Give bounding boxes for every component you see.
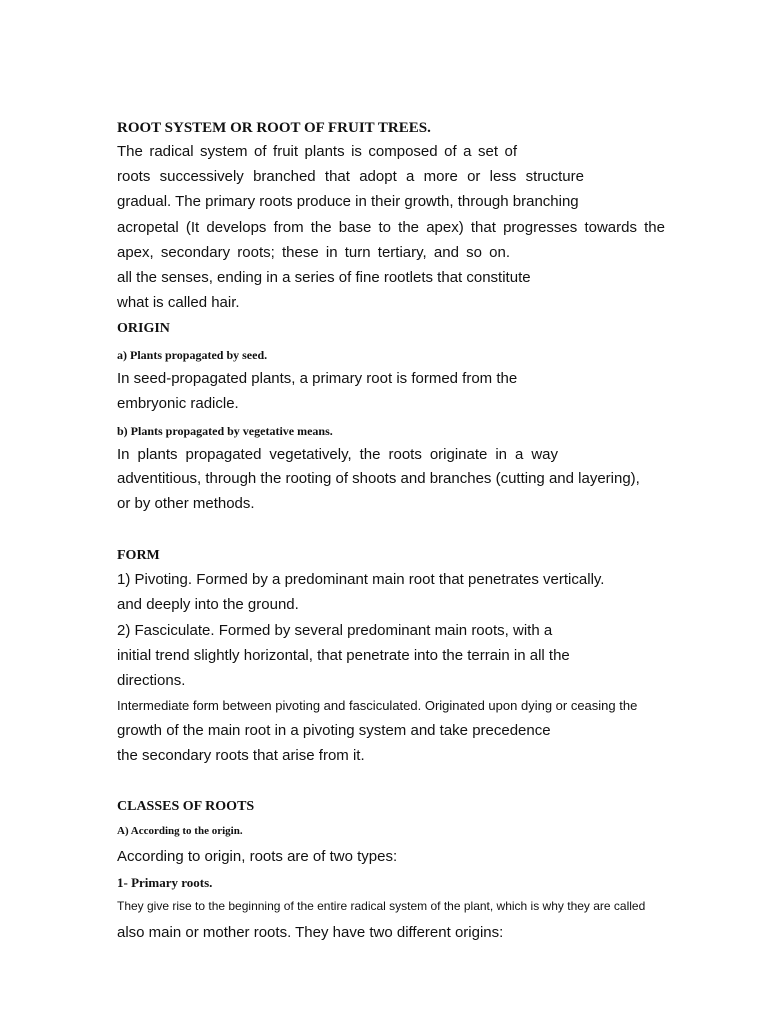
subheading-seed: a) Plants propagated by seed. (117, 348, 268, 362)
subheading-according-origin: A) According to the origin. (117, 825, 243, 837)
paragraph-line: 2) Fasciculate. Formed by several predominant main roots, with a (117, 622, 553, 639)
title-root-system: ROOT SYSTEM OR ROOT OF FRUIT TREES. (117, 120, 431, 136)
paragraph-line: According to origin, roots are of two types: (117, 848, 398, 865)
paragraph-line: The radical system of fruit plants is composed of a set of (117, 143, 517, 160)
paragraph-line: apex, secondary roots; these in turn tertiary, and so on. (117, 244, 510, 261)
paragraph-line: roots successively branched that adopt a more or less structure (117, 168, 584, 185)
paragraph-line: gradual. The primary roots produce in their growth, through branching (117, 193, 579, 210)
paragraph-line: They give rise to the beginning of the entire radical system of the plant, which is why they are called (117, 899, 646, 913)
paragraph-line: or by other methods. (117, 495, 255, 512)
paragraph-line: Intermediate form between pivoting and fasciculated. Originated upon dying or ceasing the (117, 698, 638, 713)
heading-origin: ORIGIN (117, 321, 170, 336)
paragraph-line: acropetal (It develops from the base to the apex) that progresses towards the (117, 219, 665, 236)
paragraph-line: initial trend slightly horizontal, that penetrate into the terrain in all the (117, 647, 570, 664)
heading-classes-of-roots: CLASSES OF ROOTS (117, 799, 255, 814)
paragraph-line: In seed-propagated plants, a primary root is formed from the (117, 370, 518, 387)
subheading-primary-roots: 1- Primary roots. (117, 875, 213, 890)
paragraph-line: and deeply into the ground. (117, 596, 299, 613)
paragraph-line: also main or mother roots. They have two different origins: (117, 924, 504, 941)
paragraph-line: directions. (117, 672, 186, 689)
heading-form: FORM (117, 548, 160, 563)
paragraph-line: In plants propagated vegetatively, the roots originate in a way (117, 446, 558, 463)
paragraph-line: growth of the main root in a pivoting system and take precedence (117, 722, 551, 739)
paragraph-line: embryonic radicle. (117, 395, 239, 412)
paragraph-line: 1) Pivoting. Formed by a predominant main root that penetrates vertically. (117, 571, 605, 588)
paragraph-line: the secondary roots that arise from it. (117, 747, 365, 764)
paragraph-line: adventitious, through the rooting of shoots and branches (cutting and layering), (117, 470, 640, 487)
subheading-vegetative: b) Plants propagated by vegetative means. (117, 424, 333, 438)
paragraph-line: what is called hair. (117, 294, 240, 311)
paragraph-line: all the senses, ending in a series of fine rootlets that constitute (117, 269, 531, 286)
